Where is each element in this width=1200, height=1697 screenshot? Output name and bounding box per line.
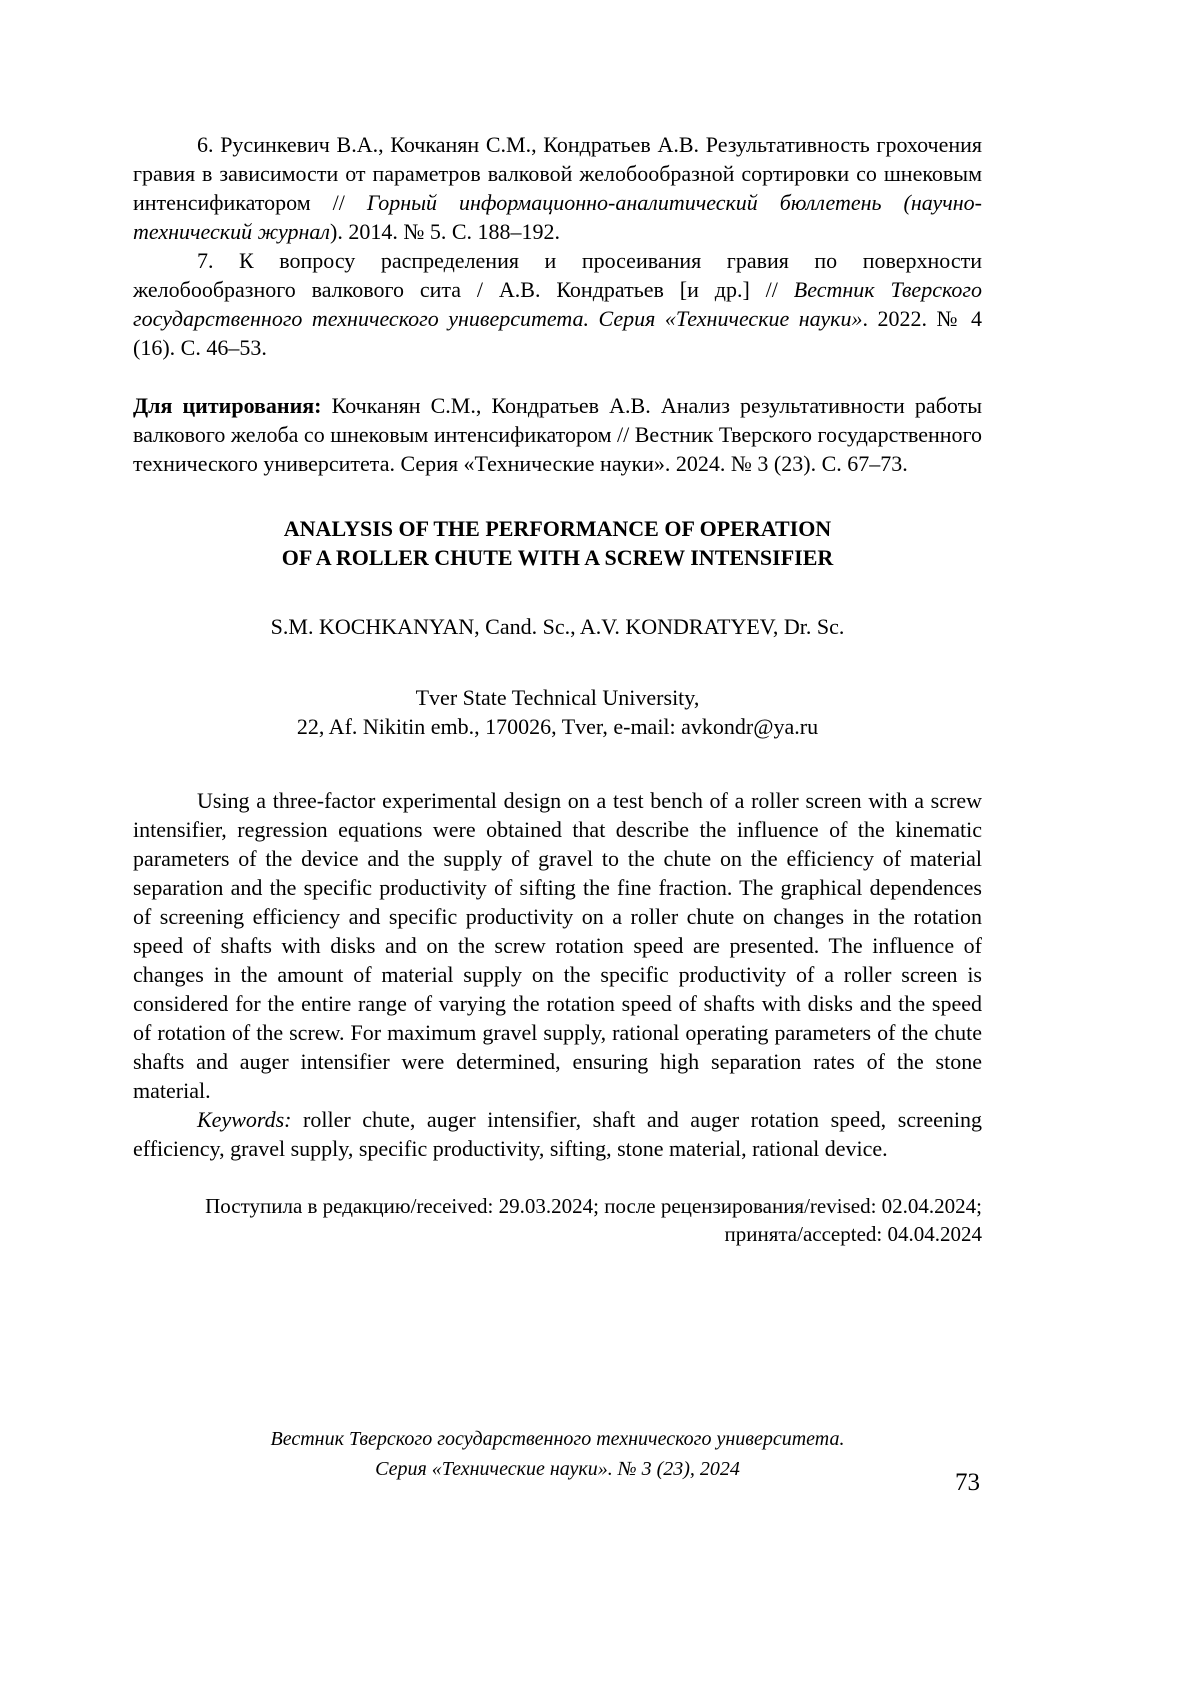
reference-6-journal-name: Горный информационно-аналитический бюллетень (научно-технический журнал: [133, 190, 983, 245]
keywords-text: roller chute, auger intensifier, shaft and auger rotation speed, screening efficiency, gravel supply, specific productivity, sifting, stone material, rational device.: [133, 1106, 982, 1161]
reference-6-text-post: ). 2014. № 5. С. 188–192.: [330, 219, 561, 245]
journal-footer-line-2: Серия «Технические науки». № 3 (23), 2024: [375, 1458, 740, 1480]
article-title: [133, 514, 982, 572]
reference-7-journal-name: Вестник Тверского государственного технического университета. Серия «Технические науки»: [133, 277, 982, 332]
keywords-paragraph: [133, 1105, 982, 1163]
citation-label: Для цитирования:: [133, 393, 332, 419]
article-title-line-1: ANALYSIS OF THE PERFORMANCE OF OPERATION: [283, 516, 832, 542]
keywords-label: Keywords:: [197, 1106, 292, 1132]
affiliation: [133, 683, 982, 741]
journal-footer-line-1: Вестник Тверского государственного технического университета.: [270, 1428, 845, 1450]
article-title-line-2: OF A ROLLER CHUTE WITH A SCREW INTENSIFIER: [281, 545, 834, 571]
affiliation-line-2: 22, Af. Nikitin emb., 170026, Tver, e-mail: avkondr@ya.ru: [296, 714, 819, 740]
citation-paragraph: [133, 391, 982, 478]
reference-7-text-pre: 7. К вопросу распределения и просеивания гравия по поверхности желобообразного валкового сита / А.В. Кондратьев [и др.] //: [133, 248, 982, 303]
received-line-1: Поступила в редакцию/received: 29.03.2024; после рецензирования/revised: 02.04.2024;: [205, 1193, 982, 1218]
reference-7: [133, 246, 982, 362]
reference-7-text-post: . 2022. № 4 (16). С. 46–53.: [133, 306, 982, 361]
received-dates: [133, 1193, 982, 1248]
page-number: 73: [955, 1469, 980, 1496]
reference-6-text-pre: 6. Русинкевич В.А., Кочканян С.М., Кондратьев А.В. Результативность грохочения гравия в зависимости от параметров валковой желобообразной сортировки со шнековым интенсификатором //: [133, 132, 982, 216]
journal-footer: [133, 1424, 982, 1484]
citation-text: Кочканян С.М., Кондратьев А.В. Анализ результативности работы валкового желоба со шнековым интенсификатором // Вестник Тверского государственного технического университета. Серия «Технические науки». 2024. № 3 (23). С. 67–73.: [133, 393, 982, 477]
abstract-paragraph: Using a three-factor experimental design on a test bench of a roller screen with a screw intensifier, regression equations were obtained that describe the influence of the kinematic parameters of the device and the supply of gravel to the chute on the efficiency of material separation and the specific productivity of sifting the fine fraction. The graphical dependences of screening efficiency and specific productivity on a roller chute on changes in the rotation speed of shafts with disks and on the screw rotation speed are presented. The influence of changes in the amount of material supply on the specific productivity of a roller screen is considered for the entire range of varying the rotation speed of shafts with disks and the speed of rotation of the screw. For maximum gravel supply, rational operating parameters of the chute shafts and auger intensifier were determined, ensuring high separation rates of the stone material.: [133, 787, 982, 1103]
authors-line: S.M. KOCHKANYAN, Cand. Sc., A.V. KONDRATYEV, Dr. Sc.: [270, 614, 845, 640]
reference-6: [133, 130, 982, 246]
received-line-2: принята/accepted: 04.04.2024: [724, 1221, 982, 1246]
affiliation-line-1: Tver State Technical University,: [415, 685, 700, 711]
